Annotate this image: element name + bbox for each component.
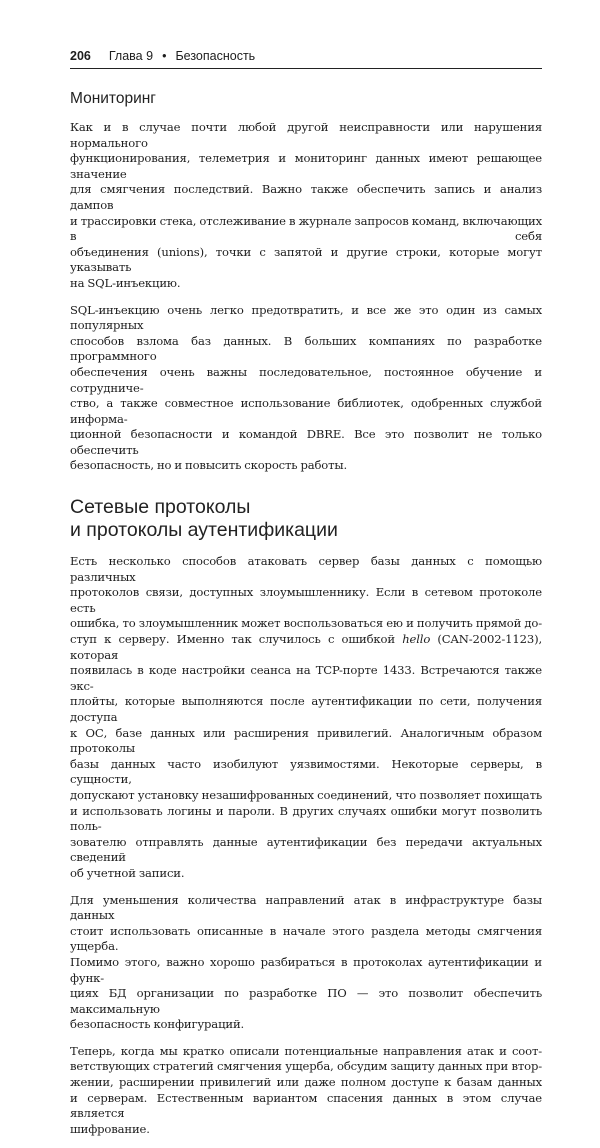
text-line: на SQL-инъекцию. [70,275,181,290]
text-line: SQL-инъекцию очень легко предотвратить, и все же это один из самых популярных [70,302,542,333]
text-line: протоколов связи, доступных злоумышленнику. Если в сетевом протоколе есть [70,585,542,615]
text-line: безопасность, но и повысить скорость работы. [70,458,348,473]
text-line: ошибка, то злоумышленник может воспользоваться ею и получить прямой до- [70,616,542,631]
text-line: безопасность конфигураций. [70,1017,245,1032]
text-line: плойты, которые выполняются после аутентификации по сети, получения доступа [70,694,542,724]
heading-network-protocols [70,496,542,542]
text-line: к ОС, базе данных или расширения привилегий. Аналогичным образом протоколы [70,725,542,756]
text-line: Как и в случае почти любой другой неисправности или нарушения нормального [70,120,542,150]
text-line: для смягчения последствий. Важно также обеспечить запись и анализ дампов [70,182,542,212]
paragraph-protocols-2 [70,893,542,1033]
text-line: Помимо этого, важно хорошо разбираться в протоколах аутентификации и функ- [70,954,542,985]
italic-term: hello [402,632,431,647]
text-line: Теперь, когда мы кратко описали потенциальные направления атак и соот- [70,1043,542,1058]
text-line: базы данных часто изобилуют уязвимостями. Некоторые серверы, в сущности, [70,756,542,787]
text-line: жении, расширении привилегий или даже полном доступе к базам данных [70,1075,542,1090]
paragraph-monitoring-1 [70,120,542,292]
paragraph-protocols-1 [70,554,542,881]
text-line: ство, а также совместное использование библиотек, одобренных службой информа- [70,396,542,426]
text-fragment: ступ к серверу. Именно так случилось с ошибкой [70,632,403,647]
text-line: шифрование. [70,1121,150,1136]
text-fragment: (CAN-2002-1123), которая [70,632,542,662]
heading-monitoring: Мониторинг [70,90,156,107]
text-line: ветствующих стратегий смягчения ущерба, обсудим защиту данных при втор- [70,1059,542,1074]
text-line: ционной безопасности и командой DBRE. Все это позволит не только обеспечить [70,427,542,457]
header-bullet: • [162,49,167,63]
text-line: Для уменьшения количества направлений атак в инфраструктуре базы данных [70,892,542,923]
heading-line: и протоколы аутентификации [70,519,338,542]
text-line: допускают установку незашифрованных соединений, что позволяет похищать [70,787,542,802]
text-line [70,632,542,663]
text-line: обеспечения очень важны последовательное, постоянное обучение и сотрудниче- [70,364,542,395]
running-header [70,49,542,69]
text-line: стоит использовать описанные в начале этого раздела методы смягчения ущерба. [70,923,542,954]
text-line: и использовать логины и пароли. В других случаях ошибки могут позволить поль- [70,803,542,834]
page-number: 206 [70,49,91,63]
text-line: объединения (unions), точки с запятой и другие строки, которые могут указывать [70,244,542,275]
text-line: и серверам. Естественным вариантом спасения данных в этом случае является [70,1090,542,1121]
text-line: появилась в коде настройки сеанса на TCP-порте 1433. Встречаются также экс- [70,663,542,693]
text-line: Есть несколько способов атаковать сервер базы данных с помощью различных [70,554,542,584]
paragraph-monitoring-2 [70,303,542,475]
text-line: циях БД организации по разработке ПО — это позволит обеспечить максимальную [70,986,542,1016]
chapter-label: Глава 9 [108,49,154,63]
heading-line: Сетевые протоколы [70,496,251,519]
text-line: об учетной записи. [70,865,185,880]
paragraph-protocols-3 [70,1044,542,1138]
text-line: зователю отправлять данные аутентификации без передачи актуальных сведений [70,834,542,865]
text-line: и трассировки стека, отслеживание в журнале запросов команд, включающих в себя [70,213,542,244]
section-label: Безопасность [175,49,256,63]
text-line: способов взлома баз данных. В больших компаниях по разработке программного [70,333,542,364]
text-line: функционирования, телеметрия и мониторинг данных имеют решающее значение [70,151,542,181]
page-body [70,90,542,1148]
